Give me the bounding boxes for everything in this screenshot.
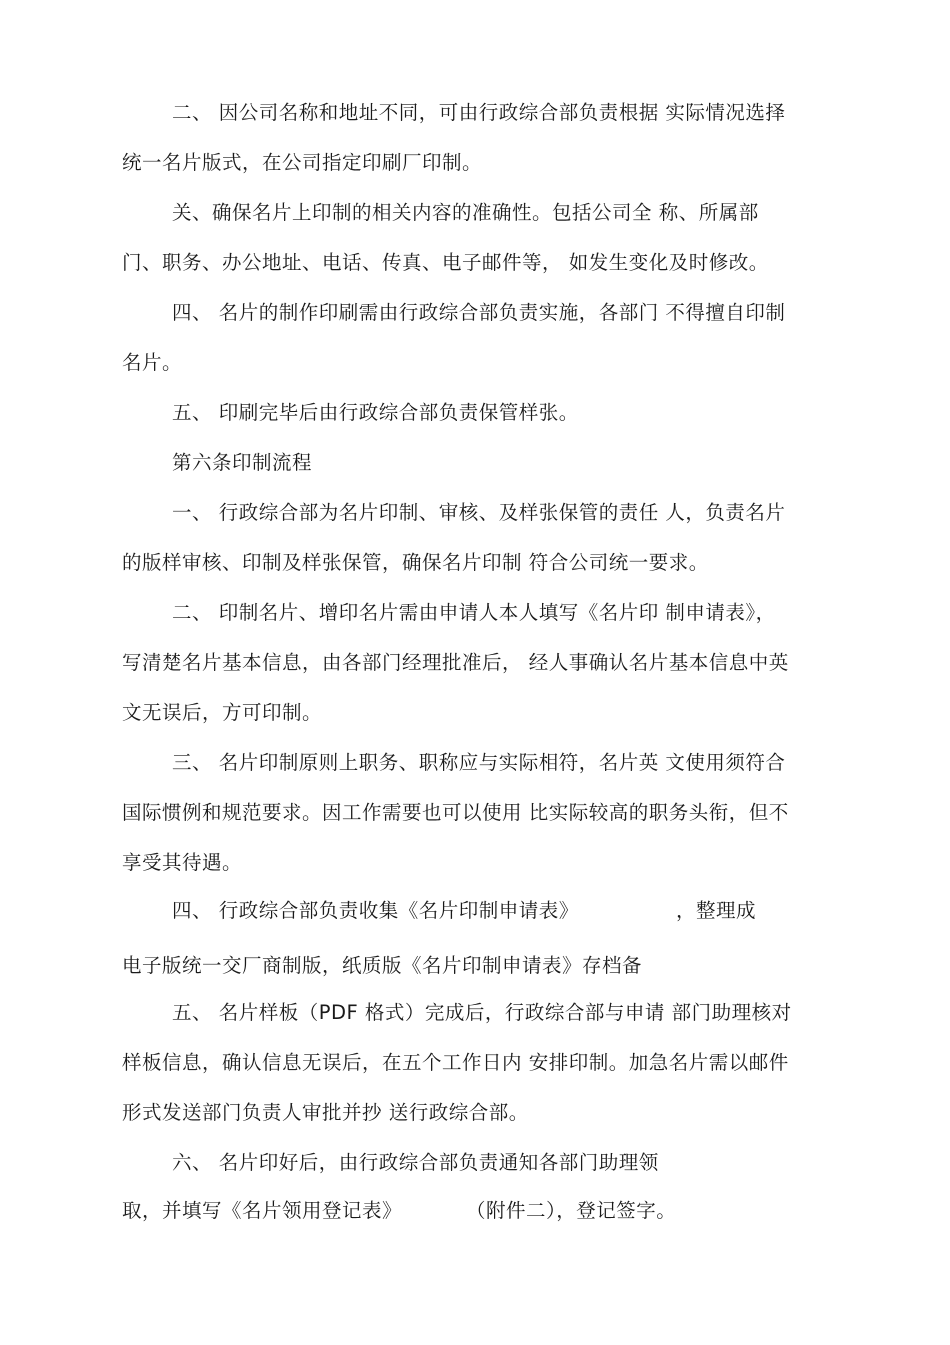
paragraph-line: 写清楚名片基本信息，由各部门经理批准后， 经人事确认名片基本信息中英	[122, 651, 789, 674]
paragraph-line: 三、 名片印制原则上职务、职称应与实际相符，名片英 文使用须符合	[172, 751, 786, 774]
paragraph-line: 形式发送部门负责人审批并抄 送行政综合部。	[122, 1101, 529, 1124]
paragraph-line: 名片。	[122, 351, 183, 374]
paragraph-line: 取，并填写《名片领用登记表》	[122, 1199, 403, 1222]
paragraph-line: 门、职务、办公地址、电话、传真、电子邮件等， 如发生变化及时修改。	[122, 251, 769, 274]
paragraph-line: 样板信息，确认信息无误后，在五个工作日内 安排印制。加急名片需以邮件	[122, 1051, 789, 1074]
paragraph-line: 六、 名片印好后，由行政综合部负责通知各部门助理领	[172, 1151, 659, 1174]
paragraph-line: 一、 行政综合部为名片印制、审核、及样张保管的责任 人，负责名片	[172, 501, 786, 524]
paragraph-line: 二、 印制名片、增印名片需由申请人本人填写《名片印 制申请表》，	[172, 601, 776, 624]
paragraph-line: 国际惯例和规范要求。因工作需要也可以使用 比实际较高的职务头衔，但不	[122, 801, 789, 824]
paragraph-line: 五、 名片样板（PDF 格式）完成后，行政综合部与申请 部门助理核对	[172, 1001, 792, 1024]
paragraph-line: 文无误后，方可印制。	[122, 701, 323, 724]
paragraph-line: 四、 名片的制作印刷需由行政综合部负责实施，各部门 不得擅自印制	[172, 301, 786, 324]
paragraph-line-fragment: （附件二），登记签字。	[466, 1199, 677, 1222]
paragraph-line: 电子版统一交厂商制版，纸质版《名片印制申请表》存档备	[122, 954, 643, 977]
paragraph-line: 二、 因公司名称和地址不同，可由行政综合部负责根据 实际情况选择	[172, 101, 786, 124]
paragraph-line: 享受其待遇。	[122, 851, 243, 874]
paragraph-line: 五、 印刷完毕后由行政综合部负责保管样张。	[172, 401, 579, 424]
paragraph-line: 关、确保名片上印制的相关内容的准确性。包括公司全 称、所属部	[172, 201, 759, 224]
section-heading: 第六条印制流程	[172, 451, 313, 474]
paragraph-line: 统一名片版式，在公司指定印刷厂印制。	[122, 151, 483, 174]
paragraph-line-fragment: ，整理成	[676, 899, 757, 922]
paragraph-line: 的版样审核、印制及样张保管，确保名片印制 符合公司统一要求。	[122, 551, 709, 574]
paragraph-line: 四、 行政综合部负责收集《名片印制申请表》	[172, 899, 579, 922]
